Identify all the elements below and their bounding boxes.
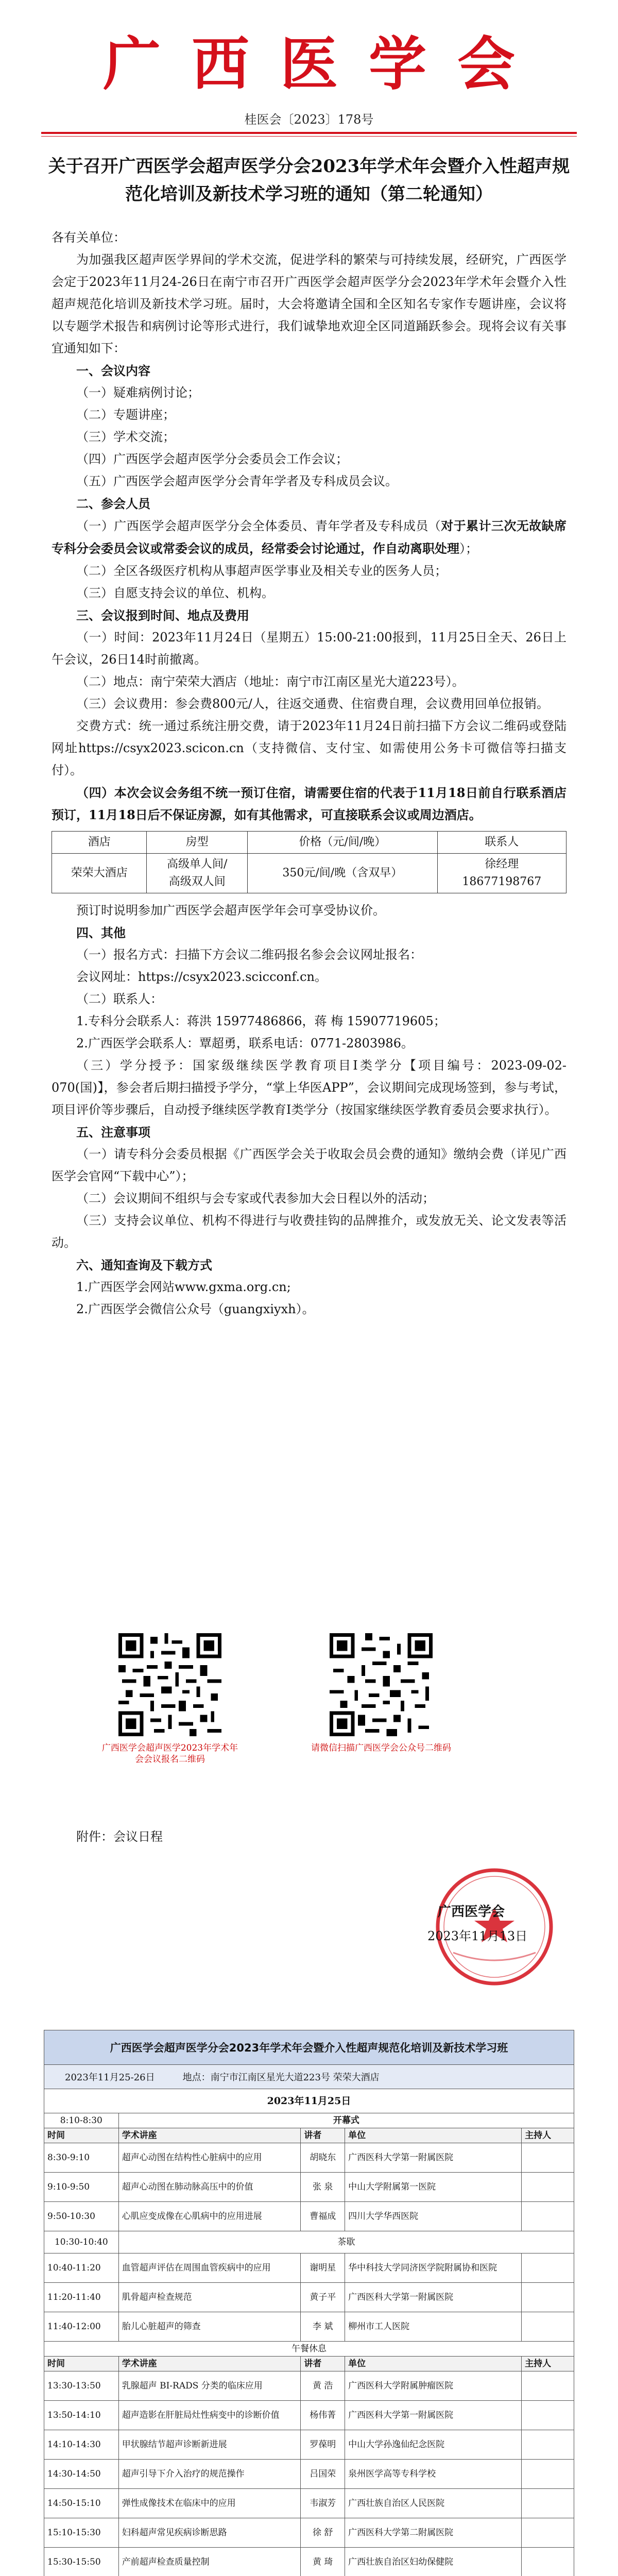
document-number: 桂医会〔2023〕178号	[244, 112, 374, 127]
section-3-place: （二）地点：南宁荣荣大酒店（地址：南宁市江南区星光大道223号）。	[76, 674, 465, 689]
opening-time: 8:10-8:30	[44, 2113, 119, 2128]
schedule-row	[44, 2143, 574, 2173]
session-unit: 广西医科大学第一附属医院	[345, 2401, 522, 2430]
section-5-p1: （一）请专科分会委员根据《广西医学会关于收取会员会费的通知》缴纳会费（详见广西医学会官网“下载中心”）；	[52, 1147, 566, 1183]
section-3-hotel-note: （四）本次会议会务组不统一预订住宿，请需要住宿的代表于11月18日前自行联系酒店预订，11月18日后不保证房源，如有其他需求，可直接联系会议或周边酒店。	[52, 785, 566, 822]
signer-name: 广西医学会	[438, 1904, 505, 1920]
hotel-price: 350元/间/晚（含双早）	[248, 854, 438, 893]
hotel-room-types: 高级单人间/ 高级双人间	[147, 854, 248, 893]
session-speaker: 杨伟菁	[301, 2401, 345, 2430]
section-3-time: （一）时间：2023年11月24日（星期五）15:00-21:00报到，11月25日全天、26日上午会议，26日14时前撤离。	[52, 630, 566, 667]
schedule-col-header: 学术讲座	[118, 2128, 301, 2143]
session-unit: 柳州市工人医院	[345, 2312, 522, 2342]
hotel-header: 价格（元/间/晚）	[248, 832, 438, 854]
section-6-p2: 2.广西医学会微信公众号（guangxiyxh）。	[76, 1302, 315, 1316]
wechat-qr-code[interactable]	[330, 1633, 433, 1736]
section-5-p3: （三）支持会议单位、机构不得进行与收费挂钩的品牌推介，或发放无关、论文发表等活动。	[52, 1213, 566, 1250]
hotel-name: 荣荣大酒店	[52, 854, 147, 893]
session-moderator	[522, 2430, 574, 2460]
session-unit: 广西医科大学第一附属医院	[345, 2143, 522, 2173]
session-topic: 产前超声检查质量控制	[118, 2548, 301, 2576]
schedule-row	[44, 2460, 574, 2489]
session-speaker: 胡晓东	[301, 2143, 345, 2173]
session-unit: 广西医科大学第二附属医院	[345, 2518, 522, 2548]
letterhead-rule	[41, 132, 577, 134]
session-moderator	[522, 2518, 574, 2548]
session-topic: 超声心动图在肺动脉高压中的价值	[118, 2173, 301, 2202]
sign-date: 2023年11月13日	[427, 1929, 528, 1943]
section-5-p2: （二）会议期间不组织与会专家或代表参加大会日程以外的活动；	[76, 1191, 435, 1206]
schedule-row	[44, 2312, 574, 2342]
section-1-item: （一）疑难病例讨论；	[76, 385, 200, 400]
section-1-title: 一、会议内容	[76, 363, 150, 378]
session-unit: 广西医科大学附属肿瘤医院	[345, 2371, 522, 2401]
session-time: 9:50-10:30	[44, 2202, 119, 2231]
session-time: 14:30-14:50	[44, 2460, 119, 2489]
section-4-title: 四、其他	[76, 925, 126, 940]
session-speaker: 韦淑芳	[301, 2489, 345, 2518]
hotel-header: 房型	[147, 832, 248, 854]
section-3-fee: （三）会议费用：参会费800元/人，往返交通费、住宿费自理，会议费用回单位报销。	[76, 697, 549, 711]
schedule-col-header: 学术讲座	[118, 2357, 301, 2371]
section-2-p2: （二）全区各级医疗机构从事超声医学事业及相关专业的医务人员；	[76, 564, 447, 578]
session-moderator	[522, 2173, 574, 2202]
schedule-col-header: 主持人	[522, 2128, 574, 2143]
session-unit: 四川大学华西医院	[345, 2202, 522, 2231]
schedule-header-row	[44, 2357, 574, 2371]
schedule-row	[44, 2371, 574, 2401]
session-unit: 广西壮族自治区人民医院	[345, 2489, 522, 2518]
session-unit: 广西医科大学第一附属医院	[345, 2283, 522, 2312]
session-moderator	[522, 2202, 574, 2231]
session-time: 10:40-11:20	[44, 2253, 119, 2283]
session-topic: 妇科超声常见疾病诊断思路	[118, 2518, 301, 2548]
session-moderator	[522, 2460, 574, 2489]
session-moderator	[522, 2489, 574, 2518]
wechat-qr-caption: 请微信扫描广西医学会公众号二维码	[311, 1743, 451, 1753]
session-time: 9:10-9:50	[44, 2173, 119, 2202]
schedule-header-row	[44, 2128, 574, 2143]
schedule-day-row: 2023年11月25日	[44, 2089, 574, 2113]
section-4-p3: （二）联系人：	[76, 992, 163, 1006]
session-topic: 弹性成像技术在临床中的应用	[118, 2489, 301, 2518]
session-moderator	[522, 2283, 574, 2312]
session-unit: 广西壮族自治区妇幼保健院	[345, 2548, 522, 2576]
hotel-header: 联系人	[437, 832, 566, 854]
session-unit: 泉州医学高等专科学校	[345, 2460, 522, 2489]
hotel-header: 酒店	[52, 832, 147, 854]
lunch-row: 午餐休息	[44, 2342, 574, 2357]
schedule-row	[44, 2430, 574, 2460]
session-topic: 超声引导下介入治疗的规范操作	[118, 2460, 301, 2489]
section-6-title: 六、通知查询及下载方式	[76, 1258, 212, 1273]
letterhead-rule-thin	[41, 136, 577, 137]
session-topic: 肌骨超声检查规范	[118, 2283, 301, 2312]
session-break: 茶歇	[118, 2231, 574, 2253]
section-6-p1: 1.广西医学会网站www.gxma.org.cn;	[76, 1280, 291, 1294]
section-4-p2: 会议网址：https://csyx2023.scicconf.cn。	[76, 970, 328, 984]
schedule-col-header: 时间	[44, 2128, 119, 2143]
opening-label: 开幕式	[118, 2113, 574, 2128]
session-moderator	[522, 2548, 574, 2576]
session-time: 15:30-15:50	[44, 2548, 119, 2576]
session-unit: 华中科技大学同济医学院附属协和医院	[345, 2253, 522, 2283]
schedule-col-header: 单位	[345, 2357, 522, 2371]
session-time: 15:10-15:30	[44, 2518, 119, 2548]
schedule-col-header: 讲者	[301, 2357, 345, 2371]
session-unit: 中山大学附属第一医院	[345, 2173, 522, 2202]
session-time: 10:30-10:40	[44, 2231, 119, 2253]
section-3-title: 三、会议报到时间、地点及费用	[76, 608, 249, 623]
session-speaker: 曹福成	[301, 2202, 345, 2231]
opening-row	[44, 2113, 574, 2128]
schedule-row	[44, 2202, 574, 2231]
section-3-payment: 交费方式：统一通过系统注册交费，请于2023年11月24日前扫描下方会议二维码或登陆网址https://csyx2023.scicon.cn（支持微信、支付宝、如需使用公务卡可微信等扫描支付）。	[52, 719, 566, 777]
session-speaker: 李 斌	[301, 2312, 345, 2342]
section-1-item: （五）广西医学会超声医学分会青年学者及专科成员会议。	[76, 474, 398, 488]
session-speaker: 黄子平	[301, 2283, 345, 2312]
schedule-row	[44, 2283, 574, 2312]
schedule-title: 广西医学会超声医学分会2023年学术年会暨介入性超声规范化培训及新技术学习班	[44, 2030, 574, 2064]
session-moderator	[522, 2312, 574, 2342]
section-1-item: （三）学术交流；	[76, 430, 175, 444]
section-2-p1: （一）广西医学会超声医学分会全体委员、青年学者及专科成员（对于累计三次无故缺席专科分会委员会议或常委会议的成员，经常委会讨论通过，作自动离职处理）；	[52, 518, 567, 556]
session-topic: 血管超声评估在周围血管疾病中的应用	[118, 2253, 301, 2283]
session-time: 13:50-14:10	[44, 2401, 119, 2430]
hotel-table	[52, 831, 566, 893]
session-time: 8:30-9:10	[44, 2143, 119, 2173]
schedule-row	[44, 2401, 574, 2430]
schedule-table	[44, 2089, 574, 2576]
session-time: 11:40-12:00	[44, 2312, 119, 2342]
session-speaker: 徐 舒	[301, 2518, 345, 2548]
session-unit: 中山大学孙逸仙纪念医院	[345, 2430, 522, 2460]
session-speaker: 张 泉	[301, 2173, 345, 2202]
section-1-item: （二）专题讲座；	[76, 408, 175, 422]
registration-qr-code[interactable]	[118, 1633, 221, 1736]
session-speaker: 黄 琦	[301, 2548, 345, 2576]
section-2-bold-note: 对于累计三次无故缺席专科分会委员会议或常委会议的成员，经常委会讨论通过，作自动离职处理	[52, 518, 567, 556]
session-topic: 心肌应变成像在心肌病中的应用进展	[118, 2202, 301, 2231]
session-speaker: 罗葆明	[301, 2430, 345, 2460]
notice-title: 关于召开广西医学会超声医学分会2023年学术年会暨介入性超声规范化培训及新技术学习班的通知（第二轮通知）	[48, 156, 570, 205]
hotel-contact: 徐经理 18677198767	[437, 854, 566, 893]
schedule-col-header: 单位	[345, 2128, 522, 2143]
session-time: 13:30-13:50	[44, 2371, 119, 2401]
session-speaker: 吕国荣	[301, 2460, 345, 2489]
section-2-title: 二、参会人员	[76, 496, 150, 511]
schedule-row	[44, 2253, 574, 2283]
session-moderator	[522, 2401, 574, 2430]
session-moderator	[522, 2253, 574, 2283]
schedule-col-header: 讲者	[301, 2128, 345, 2143]
session-time: 14:10-14:30	[44, 2430, 119, 2460]
section-4-p1: （一）报名方式：扫描下方会议二维码报名参会会议网址报名：	[76, 947, 422, 962]
schedule-col-header: 主持人	[522, 2357, 574, 2371]
schedule-row	[44, 2518, 574, 2548]
schedule-col-header: 时间	[44, 2357, 119, 2371]
notice-body	[52, 227, 566, 1320]
session-time: 14:50-15:10	[44, 2489, 119, 2518]
session-topic: 超声造影在肝脏局灶性病变中的诊断价值	[118, 2401, 301, 2430]
letterhead-title: 广西医学会	[103, 31, 546, 98]
schedule-row	[44, 2489, 574, 2518]
section-5-title: 五、注意事项	[76, 1125, 150, 1140]
schedule-row	[44, 2231, 574, 2253]
schedule-row	[44, 2548, 574, 2576]
session-topic: 乳腺超声 BI-RADS 分类的临床应用	[118, 2371, 301, 2401]
qr-code-area	[0, 1623, 618, 1839]
session-moderator	[522, 2143, 574, 2173]
session-time: 11:20-11:40	[44, 2283, 119, 2312]
session-speaker: 谢明星	[301, 2253, 345, 2283]
session-topic: 胎儿心脏超声的筛查	[118, 2312, 301, 2342]
session-topic: 甲状腺结节超声诊断新进展	[118, 2430, 301, 2460]
section-4-p5: 2.广西医学会联系人：覃超勇，联系电话：0771-2803986。	[76, 1036, 414, 1050]
schedule-section	[44, 2030, 574, 2576]
session-topic: 超声心动图在结构性心脏病中的应用	[118, 2143, 301, 2173]
schedule-venue-line: 2023年11月25-26日 地点：南宁市江南区星光大道223号 荣荣大酒店	[44, 2064, 574, 2089]
schedule-row	[44, 2173, 574, 2202]
registration-qr-caption: 广西医学会超声医学2023年学术年会会议报名二维码	[101, 1743, 238, 1765]
section-2-p3: （三）自愿支持会议的单位、机构。	[76, 586, 274, 600]
session-speaker: 黄 浩	[301, 2371, 345, 2401]
intro-paragraph: 为加强我区超声医学界间的学术交流，促进学科的繁荣与可持续发展，经研究，广西医学会定于2023年11月24-26日在南宁市召开广西医学会超声医学分会2023年学术年会暨介入性超声规范化培训及新技术学习班。届时，大会将邀请全国和全区知名专家作专题讲座，会议将以专题学术报告和病例讨论等形式进行，我们诚挚地欢迎全区同道踊跃参会。现将会议有关事宜通知如下：	[52, 252, 566, 355]
session-moderator	[522, 2371, 574, 2401]
hotel-note: 预订时说明参加广西医学会超声医学年会可享受协议价。	[76, 903, 385, 918]
attachment-label: 附件：会议日程	[76, 1829, 163, 1844]
section-1-item: （四）广西医学会超声医学分会委员会工作会议；	[76, 452, 348, 466]
salutation: 各有关单位：	[52, 230, 126, 245]
section-4-p6: （三）学分授予：国家级继续医学教育项目Ⅰ类学分【项目编号：2023-09-02-070(国)】，参会者后期扫描授予学分，“掌上华医APP”，会议期间完成现场签到，参与考试，项目评价等步骤后，自动授予继续医学教育Ⅰ类学分（按国家继续医学教育委员会要求执行）。	[52, 1058, 566, 1117]
section-4-p4: 1.专科分会联系人：蒋洪 15977486866，蒋 梅 15907719605；	[76, 1014, 446, 1028]
